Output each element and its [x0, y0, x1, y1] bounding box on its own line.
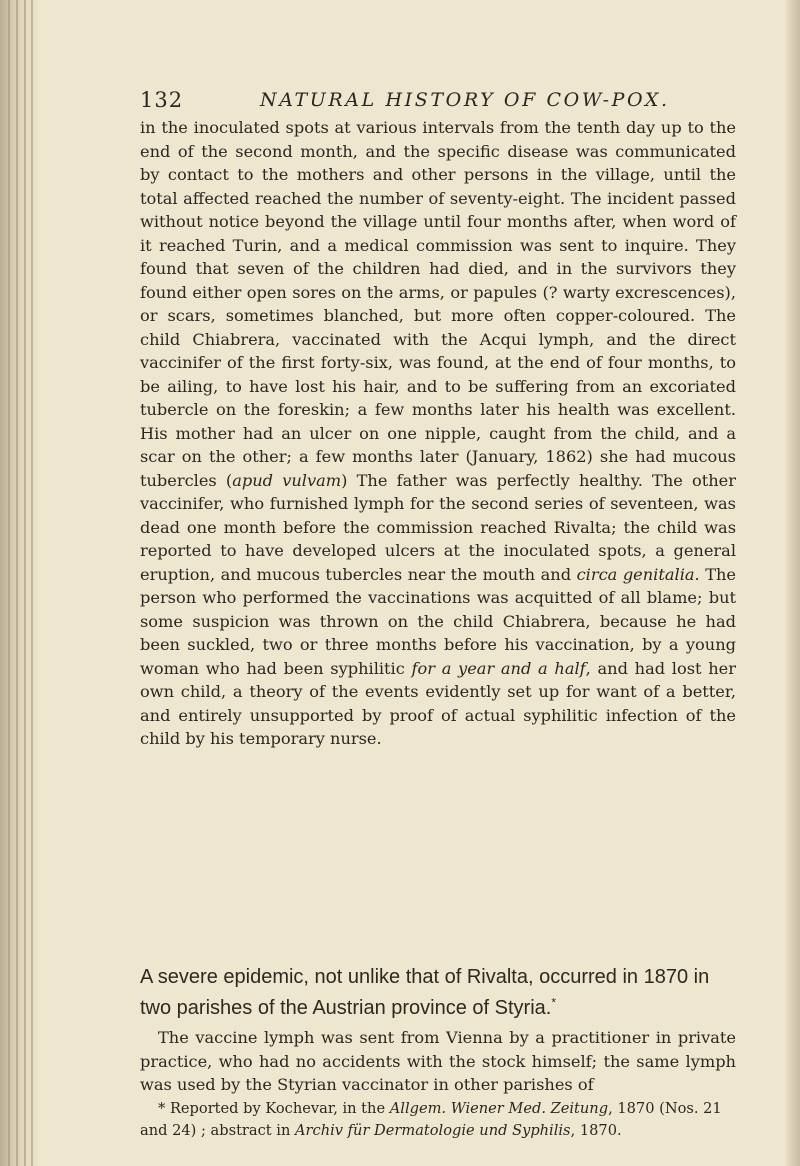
- paragraph-text: , and had lost her own child, a theory of the events evidently set up for want of a better, and entirely unsupported by proof of actual syphilitic infection of the child by his temporary nurse.: [140, 658, 736, 748]
- footnote-text: , 1870.: [570, 1122, 622, 1139]
- gutter-line: [31, 0, 33, 1166]
- journal-title: Archiv für Dermatologie und Syphilis: [295, 1122, 571, 1139]
- page-edge: [786, 0, 800, 1166]
- page-number: 132: [140, 88, 184, 112]
- paragraph-text: . The person who performed the vaccinations was acquitted of all blame; but some suspicion was thrown on the child Chiabrera, because he had been suckled, two or three months before his vaccination, by a young woman who had been syphilitic: [140, 564, 737, 678]
- latin-phrase: apud vulvam: [232, 470, 342, 490]
- gutter-line: [8, 0, 10, 1166]
- paragraph-text: in the inoculated spots at various intervals from the tenth day up to the end of the second month, and the specific disease was communicated by contact to the mothers and other persons in the village, until the total affected reached the number of seventy-eight. The incident passed without notice beyond the village until four months after, when word of it reached Turin, and a medical commission was sent to inquire. They found that seven of the children had died, and in the survivors they found either open sores on the arms, or papules (? warty excrescences), or scars, sometimes blanched, but more often copper-coloured. The child Chiabrera, vaccinated with the Acqui lymph, and the direct vaccinifer of the first forty-six, was found, at the end of four months, to be ailing, to have lost his hair, and to be suffering from an excoriated tubercle on the foreskin; a few months later his health was excellent. His mother had an ulcer on one nipple, caught from the child, and a scar on the other; a few months later (January, 1862) she had mucous tubercles (: [140, 118, 736, 490]
- gutter-line: [16, 0, 18, 1166]
- footnote: [140, 1098, 740, 1142]
- page-header: [140, 88, 740, 118]
- second-paragraph: [140, 1026, 736, 1097]
- running-title: NATURAL HISTORY OF COW-POX.: [260, 89, 670, 111]
- footnote-text: Reported by Kochevar, in the: [169, 1100, 390, 1117]
- section-subheading: [140, 962, 740, 1024]
- subheading-text: A severe epidemic, not unlike that of Rivalta, occurred in 1870 in two parishes of the Austrian province of Styria.: [140, 966, 710, 1019]
- italic-phrase: for a year and a half: [411, 658, 586, 678]
- latin-phrase: circa genitalia: [576, 564, 695, 584]
- journal-title: Allgem. Wiener Med. Zeitung: [389, 1100, 609, 1117]
- paragraph-text: ) The father was perfectly healthy. The other vaccinifer, who furnished lymph for the second series of seventeen, was dead one month before the commission reached Rivalta; the child was reported to have developed ulcers at the inoculated spots, a general eruption, and mucous tubercles near the mouth and: [140, 470, 736, 584]
- footnote-text: , 1870 (Nos. 21 and 24) ; abstract in: [140, 1100, 722, 1139]
- footnote-reference: *: [551, 995, 556, 1010]
- footnote-mark: *: [158, 1100, 166, 1117]
- main-paragraph: [140, 116, 736, 751]
- paragraph-text: The vaccine lymph was sent from Vienna by a practitioner in private practice, who had no accidents with the stock himself; the same lymph was used by the Styrian vaccinator in other parishes of: [140, 1028, 736, 1094]
- gutter-line: [24, 0, 26, 1166]
